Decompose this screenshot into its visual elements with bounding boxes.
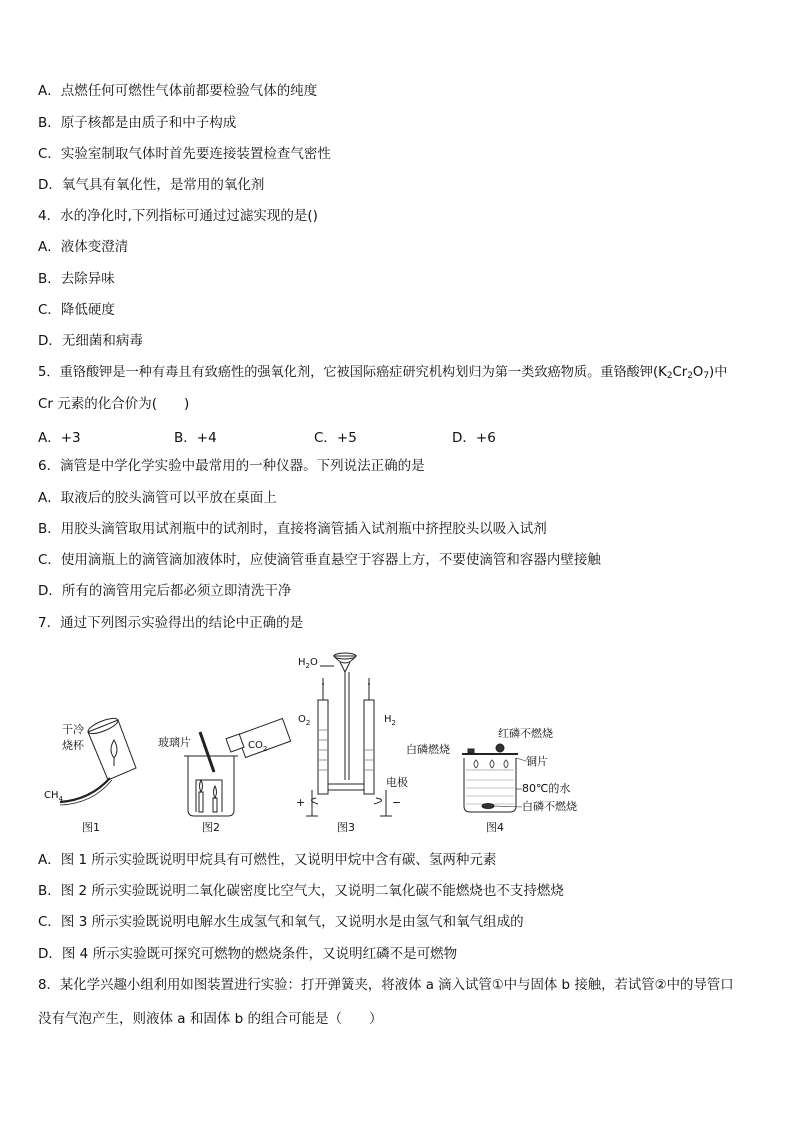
q5-options (38, 426, 758, 444)
fig1-caption: 图1 (82, 821, 100, 834)
q7-stem: 7．通过下列图示实验得出的结论中正确的是 (38, 615, 304, 631)
q7-figure (0, 640, 794, 840)
q4-option-b: B．去除异味 (38, 271, 115, 287)
q4-option-c: C．降低硬度 (38, 302, 115, 318)
q5-stem: 5．重铬酸钾是一种有毒且有致癌性的强氧化剂，它被国际癌症研究机构划归为第一类致癌物质。重铬酸钾$(K_2Cr_2O_7)$中 (38, 365, 728, 381)
q3-option-a: A．点燃任何可燃性气体前都要检验气体的纯度 (38, 83, 318, 99)
fig2-caption: 图2 (202, 821, 220, 834)
fig4-combustion-apparatus (406, 726, 577, 834)
q7-option-b: B．图 2 所示实验既说明二氧化碳密度比空气大，又说明二氧化碳不能燃烧也不支持燃烧 (38, 883, 564, 899)
fig4-copper-label: 铜片 (526, 755, 548, 768)
fig4-caption: 图4 (486, 821, 504, 834)
fig3-electrolysis-apparatus (296, 653, 408, 834)
q6-option-b: B．用胶头滴管取用试剂瓶中的试剂时，直接将滴管插入试剂瓶中挤捏胶头以吸入试剂 (38, 521, 547, 537)
q5-stem-line2: Cr 元素的化合价为( ) (38, 396, 190, 412)
q8-stem-line1: 8．某化学兴趣小组利用如图装置进行实验：打开弹簧夹，将液体 a 滴入试管①中与固体 b 接触，若试管②中的导管口 (38, 978, 734, 993)
q7-option-c: C．图 3 所示实验既说明电解水生成氢气和氧气，又说明水是由氢气和氧气组成的 (38, 914, 524, 930)
fig4-white-p-burn-label: 白磷燃烧 (406, 743, 450, 756)
q6-option-d: D．所有的滴管用完后都必须立即清洗干净 (38, 583, 292, 599)
q5-option-b: B．+4 (174, 430, 217, 446)
q6-option-c: C．使用滴瓶上的滴管滴加液体时，应使滴管垂直悬空于容器上方，不要使滴管和容器内壁接触 (38, 552, 601, 568)
q5-option-a: A．+3 (38, 430, 81, 446)
q5-option-d: D．+6 (452, 430, 496, 446)
fig2-bottle-label: $CO_2$ (248, 740, 268, 753)
q6-option-a: A．取液后的胶头滴管可以平放在桌面上 (38, 490, 277, 506)
q4-option-a: A．液体变澄清 (38, 239, 129, 255)
fig3-electrode-label: 电极 (386, 776, 408, 789)
fig3-h2-label: $H_2$ (384, 714, 396, 727)
fig4-white-p-no-label: 白磷不燃烧 (522, 800, 577, 813)
q5-option-c: C．+5 (314, 430, 357, 446)
fig3-caption: 图3 (337, 821, 355, 834)
fig3-minus: − (392, 796, 402, 809)
q4-stem: 4．水的净化时,下列指标可通过过滤实现的是() (38, 208, 318, 224)
fig3-o2-label: $O_2$ (298, 714, 311, 727)
q7-option-a: A．图 1 所示实验既说明甲烷具有可燃性，又说明甲烷中含有碳、氢两种元素 (38, 852, 497, 868)
fig1-gas-label: $CH_4$ (44, 790, 63, 803)
fig1-label-cold: 干冷 (62, 723, 84, 736)
fig2-co2-experiment (158, 719, 291, 834)
fig2-label-glass: 玻璃片 (158, 736, 191, 749)
fig3-water-label: $H_2O$ (298, 657, 318, 670)
fig4-red-p-label: 红磷不燃烧 (498, 727, 553, 740)
q6-stem: 6．滴管是中学化学实验中最常用的一种仪器。下列说法正确的是 (38, 458, 425, 474)
q8-stem-line2: 没有气泡产生，则液体 a 和固体 b 的组合可能是（ ） (38, 1011, 383, 1027)
fig1-beaker-experiment (44, 715, 136, 834)
q3-option-c: C．实验室制取气体时首先要连接装置检查气密性 (38, 146, 331, 162)
q7-option-d: D．图 4 所示实验既可探究可燃物的燃烧条件，又说明红磷不是可燃物 (38, 946, 458, 962)
fig1-label-beaker: 烧杯 (62, 739, 84, 752)
q3-option-b: B．原子核都是由质子和中子构成 (38, 115, 237, 131)
fig4-water-label: 80℃的水 (522, 782, 571, 795)
q4-option-d: D．无细菌和病毒 (38, 333, 143, 349)
fig3-plus: + (296, 796, 306, 809)
q3-option-d: D．氧气具有氧化性，是常用的氧化剂 (38, 177, 265, 193)
